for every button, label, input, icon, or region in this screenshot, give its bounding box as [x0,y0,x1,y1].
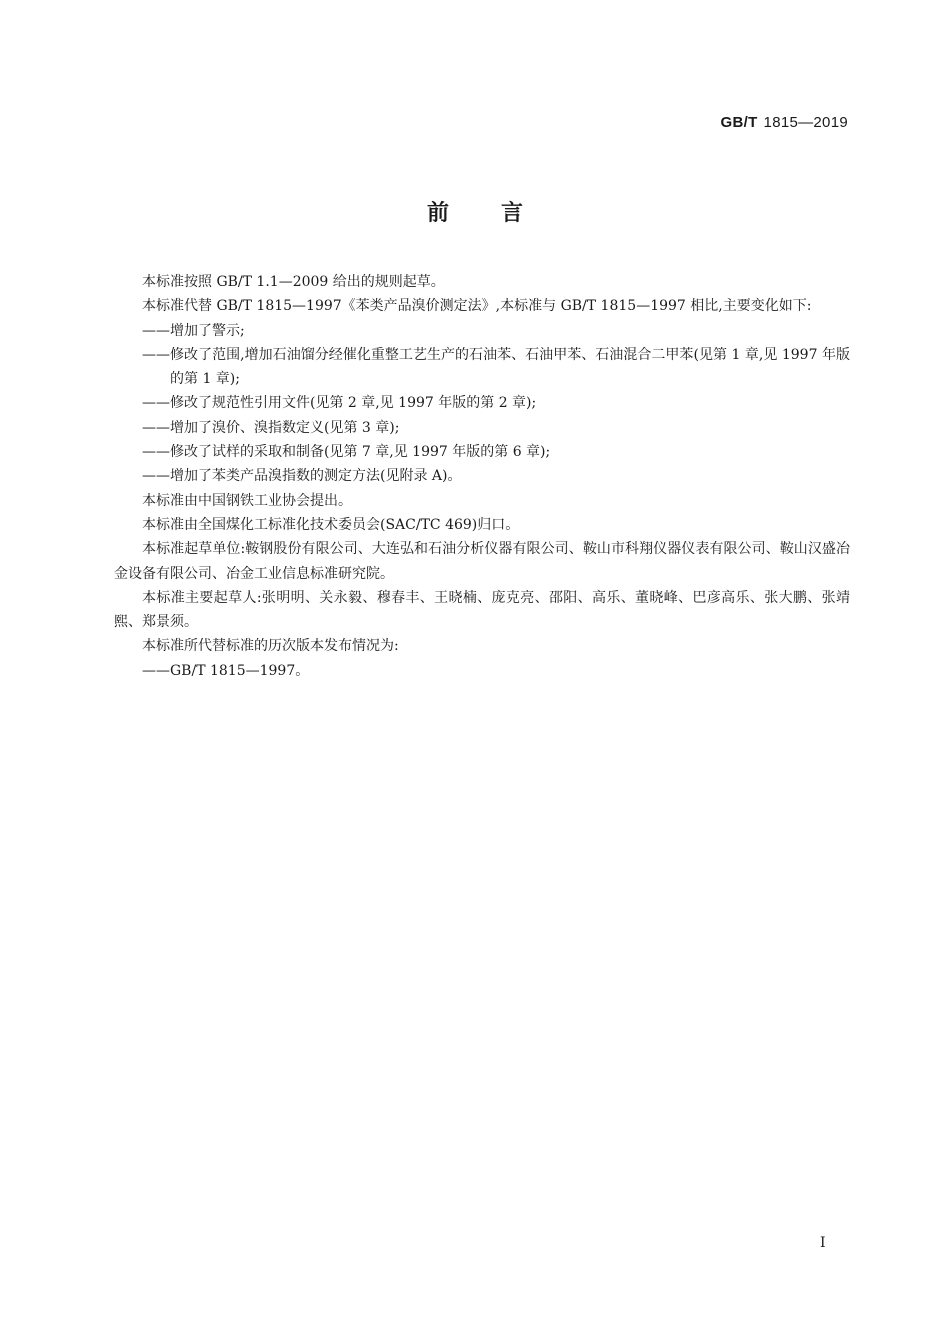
drafting-units-paragraph: 本标准起草单位:鞍钢股份有限公司、大连弘和石油分析仪器有限公司、鞍山市科翔仪器仪表有限公司、鞍山汉盛冶金设备有限公司、冶金工业信息标准研究院。 [114,541,850,582]
committee-paragraph: 本标准由全国煤化工标准化技术委员会(SAC/TC 469)归口。 [142,516,520,533]
standard-code-number: 1815—2019 [763,114,848,131]
change-item: ——增加了苯类产品溴指数的测定方法(见附录 A)。 [142,468,462,485]
drafting-rule-paragraph: 本标准按照 GB/T 1.1—2009 给出的规则起草。 [142,274,445,290]
drafters-paragraph: 本标准主要起草人:张明明、关永毅、穆春丰、王晓楠、庞克亮、邵阳、高乐、董晓峰、巴彦高乐、张大鹏、张靖熙、郑景须。 [114,589,850,631]
change-item: ——增加了溴价、溴指数定义(见第 3 章); [142,419,400,436]
history-item: ——GB/T 1815—1997。 [142,662,310,679]
change-item: ——修改了规范性引用文件(见第 2 章,见 1997 年版的第 2 章); [142,395,537,412]
change-item: ——修改了试样的采取和制备(见第 7 章,见 1997 年版的第 6 章); [142,444,551,461]
foreword-body [114,270,850,683]
change-item: ——增加了警示; [142,322,245,339]
history-intro-paragraph: 本标准所代替标准的历次版本发布情况为: [142,638,399,655]
standard-code-prefix: GB/T [720,114,758,131]
page-number: I [820,1235,826,1251]
standard-code [721,114,848,131]
change-item: ——修改了范围,增加石油馏分经催化重整工艺生产的石油苯、石油甲苯、石油混合二甲苯(见第 1 章,见 1997 年版的第 1 章); [142,346,850,388]
replacement-paragraph: 本标准代替 GB/T 1815—1997《苯类产品溴价测定法》,本标准与 GB/T 1815—1997 相比,主要变化如下: [142,298,812,315]
page-title: 前言 [426,201,575,226]
proposer-paragraph: 本标准由中国钢铁工业协会提出。 [142,492,352,509]
